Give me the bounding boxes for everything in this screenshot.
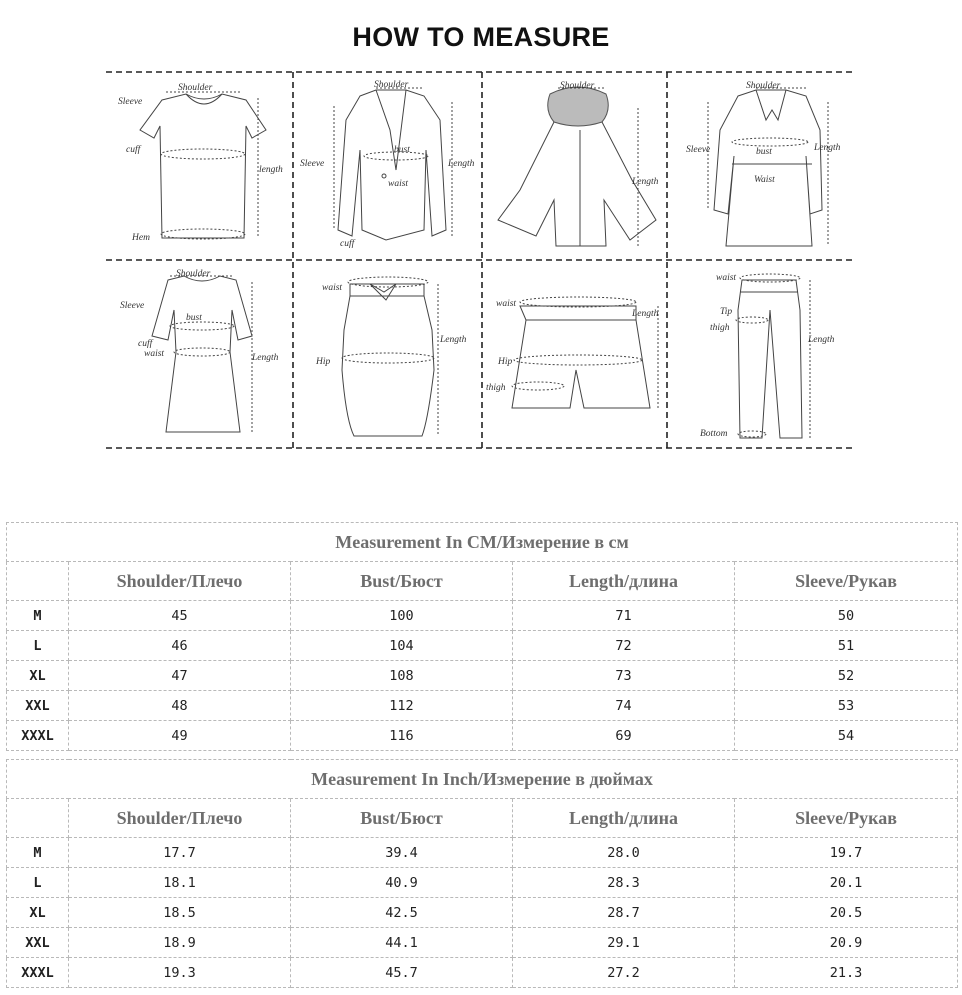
measurement-guide-illustration [106,70,852,450]
table-row [7,838,958,868]
table-row [7,631,958,661]
label-bust-coat: bust [756,147,772,157]
label-waist-skirt: waist [322,283,343,293]
value-cell: 17.7 [69,838,291,868]
value-cell: 49 [69,721,291,751]
table-row [7,928,958,958]
label-shoulder-blazer: Shoulder [374,80,409,90]
value-cell: 39.4 [291,838,513,868]
table-row [7,661,958,691]
label-shoulder-dress: Shoulder [176,269,211,279]
table-row [7,601,958,631]
value-cell: 21.3 [735,958,958,988]
label-shoulder: Shoulder [178,83,213,93]
label-cuff-blazer: cuff [340,239,355,249]
header-sleeve: Sleeve/Рукав [735,799,958,838]
label-length-trousers: Length [808,335,835,345]
size-cell: XXL [7,691,69,721]
value-cell: 100 [291,601,513,631]
table-caption: Measurement In Inch/Измерение в дюймах [7,760,958,799]
size-cell: XL [7,661,69,691]
value-cell: 74 [513,691,735,721]
trench-coat-figure [708,88,828,246]
label-thigh-shorts: thigh [486,383,506,393]
header-corner [7,799,69,838]
label-thigh-trousers: thigh [710,323,730,333]
label-sleeve: Sleeve [118,97,143,107]
label-shoulder-parka: Shoulder [560,81,595,91]
header-length: Length/длина [513,799,735,838]
size-cell: M [7,601,69,631]
label-cuff-dress: cuff [138,339,153,349]
table-row [7,721,958,751]
label-length: length [259,165,283,175]
label-shoulder-coat: Shoulder [746,81,781,91]
table-header-row [7,562,958,601]
header-shoulder: Shoulder/Плечо [69,562,291,601]
header-corner [7,562,69,601]
label-sleeve-blazer: Sleeve [300,159,325,169]
label-hip-skirt: Hip [316,357,331,367]
label-sleeve-coat: Sleeve [686,145,711,155]
parka-figure [498,87,656,246]
size-cell: L [7,631,69,661]
value-cell: 28.0 [513,838,735,868]
table-row [7,898,958,928]
value-cell: 27.2 [513,958,735,988]
tshirt-figure [140,92,266,239]
value-cell: 69 [513,721,735,751]
value-cell: 53 [735,691,958,721]
value-cell: 18.5 [69,898,291,928]
table-header-row [7,799,958,838]
value-cell: 48 [69,691,291,721]
value-cell: 29.1 [513,928,735,958]
value-cell: 46 [69,631,291,661]
table-row [7,868,958,898]
size-cell: XXXL [7,721,69,751]
size-cell: L [7,868,69,898]
label-bottom-trousers: Bottom [700,429,728,439]
label-length-shorts: Length [632,309,659,319]
value-cell: 19.7 [735,838,958,868]
size-cell: M [7,838,69,868]
value-cell: 72 [513,631,735,661]
label-bust-blazer: bust [394,145,410,155]
label-bust-dress: bust [186,313,202,323]
label-waist-trousers: waist [716,273,737,283]
header-length: Length/длина [513,562,735,601]
header-bust: Bust/Бюст [291,799,513,838]
value-cell: 40.9 [291,868,513,898]
value-cell: 45 [69,601,291,631]
label-length-parka: Length [632,177,659,187]
value-cell: 73 [513,661,735,691]
label-waist-coat: Waist [754,175,775,185]
value-cell: 116 [291,721,513,751]
value-cell: 108 [291,661,513,691]
table-row [7,691,958,721]
label-cuff: cuff [126,145,141,155]
value-cell: 44.1 [291,928,513,958]
value-cell: 18.9 [69,928,291,958]
value-cell: 112 [291,691,513,721]
value-cell: 54 [735,721,958,751]
value-cell: 42.5 [291,898,513,928]
header-shoulder: Shoulder/Плечо [69,799,291,838]
value-cell: 20.1 [735,868,958,898]
label-waist-dress: waist [144,349,165,359]
blazer-figure [334,88,452,240]
value-cell: 20.5 [735,898,958,928]
header-sleeve: Sleeve/Рукав [735,562,958,601]
table-row [7,958,958,988]
label-length-skirt: Length [440,335,467,345]
size-table-cm [6,522,958,751]
value-cell: 28.3 [513,868,735,898]
page-title: HOW TO MEASURE [352,22,610,52]
value-cell: 52 [735,661,958,691]
value-cell: 47 [69,661,291,691]
table-caption: Measurement In CM/Измерение в см [7,523,958,562]
size-table-inch [6,759,958,988]
label-length-coat: Length [814,143,841,153]
size-cell: XXXL [7,958,69,988]
value-cell: 50 [735,601,958,631]
label-waist-blazer: waist [388,179,409,189]
value-cell: 28.7 [513,898,735,928]
dress-figure [152,276,252,432]
label-hem: Hem [132,233,150,243]
size-cell: XXL [7,928,69,958]
value-cell: 104 [291,631,513,661]
label-waist-shorts: waist [496,299,517,309]
label-length-blazer: Length [448,159,475,169]
value-cell: 19.3 [69,958,291,988]
value-cell: 71 [513,601,735,631]
label-hip-shorts: Hip [498,357,513,367]
skirt-figure [342,277,438,436]
label-tip-trousers: Tip [720,307,733,317]
size-cell: XL [7,898,69,928]
value-cell: 18.1 [69,868,291,898]
value-cell: 45.7 [291,958,513,988]
header-bust: Bust/Бюст [291,562,513,601]
value-cell: 51 [735,631,958,661]
grid-dividers [106,72,852,448]
label-sleeve-dress: Sleeve [120,301,145,311]
value-cell: 20.9 [735,928,958,958]
trousers-figure [736,274,810,438]
label-length-dress: Length [252,353,279,363]
